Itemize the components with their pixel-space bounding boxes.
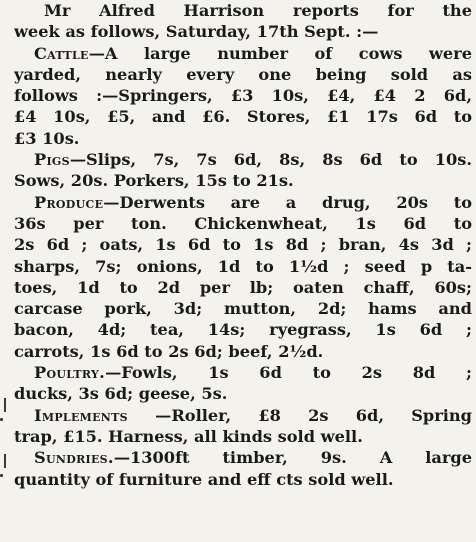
line-text: 2s 6d ; oats, 1s 6d to 1s 8d ; bran, 4s 3d ;: [14, 235, 472, 255]
line-text: Sows, 20s. Porkers, 15s to 21s.: [14, 171, 294, 191]
article-line: [14, 319, 472, 340]
line-text: Mr Alfred Harrison reports for the: [44, 1, 472, 20]
line-text: bacon, 4d; tea, 14s; ryegrass, 1s 6d ;: [14, 320, 472, 340]
column-rule-dot: [0, 418, 3, 421]
line-text: ducks, 3s 6d; geese, 5s.: [14, 384, 228, 404]
article-line: [14, 298, 472, 319]
line-text: 36s per ton. Chickenwheat, 1s 6d to: [14, 213, 472, 233]
line-text: —Slips, 7s, 7s 6d, 8s, 8s 6d to 10s.: [69, 150, 472, 170]
article-line: [14, 192, 472, 213]
article-line: [14, 64, 472, 85]
article-line: [14, 447, 472, 468]
market-report-article: [14, 0, 472, 542]
line-text: quantity of furniture and eff cts sold well.: [14, 469, 394, 489]
article-line: [14, 426, 472, 447]
article-line: [14, 0, 472, 21]
article-line: [14, 213, 472, 234]
line-text: —A large number of cows were: [88, 43, 472, 63]
column-rule-mark: [4, 454, 6, 468]
section-heading: Pigs: [34, 150, 70, 170]
article-line: [14, 170, 472, 191]
article-line: [14, 149, 472, 170]
section-heading: Cattle: [34, 43, 89, 63]
line-text: —Fowls, 1s 6d to 2s 8d ;: [105, 363, 472, 383]
section-heading: Produce: [34, 192, 104, 212]
article-line: [14, 341, 472, 362]
line-text: £3 10s.: [14, 128, 80, 148]
line-text: carrots, 1s 6d to 2s 6d; beef, 2½d.: [14, 341, 324, 361]
section-heading: Sundries.: [34, 448, 114, 468]
article-line: [14, 43, 472, 64]
article-line: [14, 106, 472, 127]
article-line: [14, 21, 472, 42]
line-text: follows :—Springers, £3 10s, £4, £4 2 6d,: [14, 86, 472, 106]
article-line: [14, 383, 472, 404]
article-line: [14, 362, 472, 383]
section-heading: Poultry.: [34, 363, 106, 383]
column-rule-dot: [0, 474, 3, 477]
column-rule-mark: [4, 398, 6, 412]
line-text: —Roller, £8 2s 6d, Spring: [127, 405, 472, 425]
article-line: [14, 85, 472, 106]
line-text: —Derwents are a drug, 20s to: [103, 192, 472, 212]
line-text: carcase pork, 3d; mutton, 2d; hams and: [14, 299, 472, 319]
line-text: trap, £15. Harness, all kinds sold well.: [14, 426, 363, 446]
article-line: [14, 277, 472, 298]
line-text: week as follows, Saturday, 17th Sept. :—: [14, 22, 379, 42]
article-line: [14, 256, 472, 277]
line-text: sharps, 7s; onions, 1d to 1½d ; seed p ta-: [14, 256, 472, 276]
line-text: —1300ft timber, 9s. A large: [113, 448, 472, 468]
left-column-rule: [0, 0, 14, 542]
line-text: yarded, nearly every one being sold as: [14, 64, 472, 84]
article-line: [14, 405, 472, 426]
section-heading: Implements: [34, 405, 128, 425]
article-line: [14, 128, 472, 149]
article-line: [14, 469, 472, 490]
line-text: toes, 1d to 2d per lb; oaten chaff, 60s;: [14, 277, 472, 297]
article-line: [14, 234, 472, 255]
line-text: £4 10s, £5, and £6. Stores, £1 17s 6d to: [14, 107, 472, 127]
